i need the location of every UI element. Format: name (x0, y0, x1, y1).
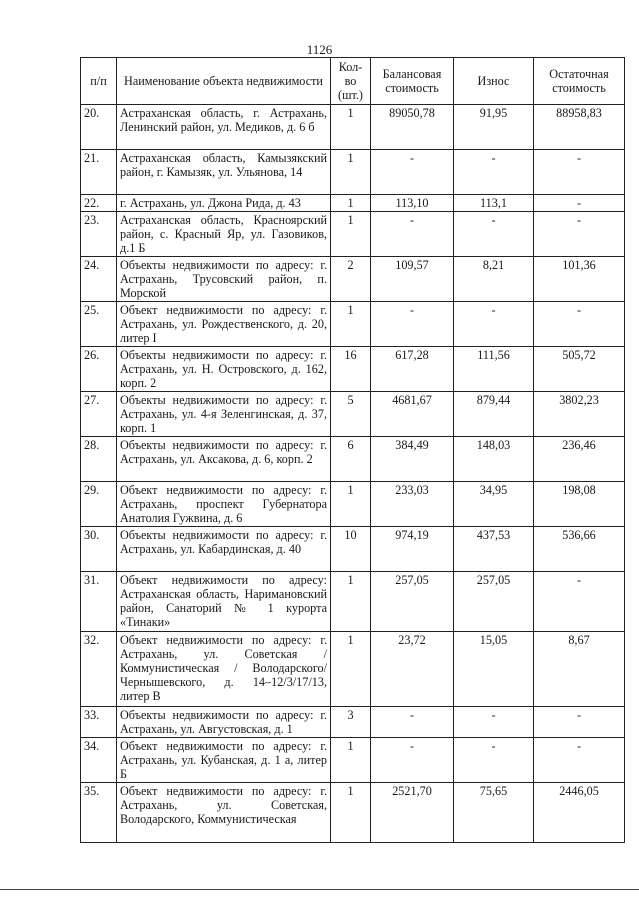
row-name-cell: Объекты недвижимости по адресу: г. Астрахань, Трусовский район, п. Морской (117, 257, 331, 302)
row-qty-cell: 1 (331, 572, 371, 632)
row-balance-cell: - (371, 707, 454, 738)
row-name-cell: Объект недвижимости по адресу: г. Астрахань, ул. Рождественского, д. 20, литер I (117, 302, 331, 347)
row-residual-cell: - (534, 150, 625, 195)
row-balance-cell: 384,49 (371, 437, 454, 482)
row-wear-cell: - (454, 212, 534, 257)
row-qty-cell: 2 (331, 257, 371, 302)
row-name-cell: Объект недвижимости по адресу: г. Астрахань, ул. Советская / Коммунистическая / Володарского/ Чернышевского, д. 14–12/3/17/13, литер В (117, 632, 331, 707)
row-qty-cell: 1 (331, 150, 371, 195)
bottom-rule (0, 889, 639, 890)
row-wear-cell: - (454, 150, 534, 195)
row-num-cell: 25. (81, 302, 117, 347)
row-qty-cell: 1 (331, 212, 371, 257)
row-num-cell: 33. (81, 707, 117, 738)
row-residual-cell: 3802,23 (534, 392, 625, 437)
header-num: п/п (81, 58, 117, 105)
row-wear-cell: 257,05 (454, 572, 534, 632)
row-num-cell: 29. (81, 482, 117, 527)
row-num-cell: 31. (81, 572, 117, 632)
row-num-cell: 21. (81, 150, 117, 195)
header-wear: Износ (454, 58, 534, 105)
row-name-cell: Объекты недвижимости по адресу: г. Астрахань, ул. Н. Островского, д. 162, корп. 2 (117, 347, 331, 392)
row-residual-cell: - (534, 212, 625, 257)
row-wear-cell: 113,1 (454, 195, 534, 212)
property-table (80, 57, 625, 843)
table-row (81, 392, 625, 437)
header-balance: Балансовая стоимость (371, 58, 454, 105)
row-num-cell: 20. (81, 105, 117, 150)
table-row (81, 212, 625, 257)
row-residual-cell: 505,72 (534, 347, 625, 392)
row-wear-cell: 8,21 (454, 257, 534, 302)
row-balance-cell: - (371, 302, 454, 347)
row-num-cell: 34. (81, 738, 117, 783)
row-residual-cell: - (534, 738, 625, 783)
row-qty-cell: 10 (331, 527, 371, 572)
table-row (81, 195, 625, 212)
header-residual: Остаточная стоимость (534, 58, 625, 105)
row-num-cell: 27. (81, 392, 117, 437)
table-row (81, 257, 625, 302)
row-name-cell: Объект недвижимости по адресу: г. Астрахань, ул. Советская, Володарского, Коммунистическая (117, 783, 331, 843)
page-number: 1126 (306, 42, 333, 57)
table-row (81, 105, 625, 150)
row-name-cell: Объекты недвижимости по адресу: г. Астрахань, ул. Кабардинская, д. 40 (117, 527, 331, 572)
row-balance-cell: 4681,67 (371, 392, 454, 437)
table-row (81, 482, 625, 527)
row-residual-cell: - (534, 572, 625, 632)
row-wear-cell: 91,95 (454, 105, 534, 150)
row-name-cell: Объект недвижимости по адресу: г. Астрахань, ул. Кубанская, д. 1 а, литер Б (117, 738, 331, 783)
table-row (81, 437, 625, 482)
row-wear-cell: 75,65 (454, 783, 534, 843)
row-balance-cell: 23,72 (371, 632, 454, 707)
row-name-cell: Объекты недвижимости по адресу: г. Астрахань, ул. Августовская, д. 1 (117, 707, 331, 738)
row-num-cell: 32. (81, 632, 117, 707)
row-balance-cell: 257,05 (371, 572, 454, 632)
row-wear-cell: - (454, 738, 534, 783)
row-residual-cell: 88958,83 (534, 105, 625, 150)
table-row (81, 347, 625, 392)
row-name-cell: Объекты недвижимости по адресу: г. Астрахань, ул. 4-я Зеленгинская, д. 37, корп. 1 (117, 392, 331, 437)
row-name-cell: Объекты недвижимости по адресу: г. Астрахань, ул. Аксакова, д. 6, корп. 2 (117, 437, 331, 482)
row-residual-cell: 236,46 (534, 437, 625, 482)
row-residual-cell: 101,36 (534, 257, 625, 302)
row-num-cell: 30. (81, 527, 117, 572)
table-row (81, 150, 625, 195)
row-num-cell: 23. (81, 212, 117, 257)
row-balance-cell: 974,19 (371, 527, 454, 572)
row-balance-cell: 233,03 (371, 482, 454, 527)
row-num-cell: 24. (81, 257, 117, 302)
table-row (81, 302, 625, 347)
row-balance-cell: 109,57 (371, 257, 454, 302)
row-residual-cell: 198,08 (534, 482, 625, 527)
row-wear-cell: 111,56 (454, 347, 534, 392)
row-num-cell: 22. (81, 195, 117, 212)
row-balance-cell: - (371, 212, 454, 257)
row-balance-cell: - (371, 150, 454, 195)
row-qty-cell: 1 (331, 195, 371, 212)
row-name-cell: г. Астрахань, ул. Джона Рида, д. 43 (117, 195, 331, 212)
row-wear-cell: 148,03 (454, 437, 534, 482)
table-row (81, 738, 625, 783)
row-balance-cell: 89050,78 (371, 105, 454, 150)
row-qty-cell: 6 (331, 437, 371, 482)
row-qty-cell: 5 (331, 392, 371, 437)
row-balance-cell: 2521,70 (371, 783, 454, 843)
row-qty-cell: 1 (331, 105, 371, 150)
row-wear-cell: 15,05 (454, 632, 534, 707)
row-name-cell: Объект недвижимости по адресу: Астраханская область, Наримановский район, Санаторий № 1 курорта «Тинаки» (117, 572, 331, 632)
table-row (81, 572, 625, 632)
table-row (81, 527, 625, 572)
row-residual-cell: 8,67 (534, 632, 625, 707)
row-name-cell: Объект недвижимости по адресу: г. Астрахань, проспект Губернатора Анатолия Гужвина, д. 6 (117, 482, 331, 527)
row-wear-cell: 34,95 (454, 482, 534, 527)
row-name-cell: Астраханская область, Красноярский район, с. Красный Яр, ул. Газовиков, д.1 Б (117, 212, 331, 257)
table-row (81, 707, 625, 738)
row-qty-cell: 1 (331, 482, 371, 527)
row-qty-cell: 1 (331, 783, 371, 843)
row-num-cell: 28. (81, 437, 117, 482)
row-balance-cell: - (371, 738, 454, 783)
row-num-cell: 26. (81, 347, 117, 392)
row-residual-cell: 2446,05 (534, 783, 625, 843)
row-wear-cell: - (454, 707, 534, 738)
table-row (81, 632, 625, 707)
row-qty-cell: 16 (331, 347, 371, 392)
row-qty-cell: 3 (331, 707, 371, 738)
row-residual-cell: - (534, 302, 625, 347)
row-residual-cell: 536,66 (534, 527, 625, 572)
row-balance-cell: 113,10 (371, 195, 454, 212)
header-qty: Кол-во (шт.) (331, 58, 371, 105)
header-name: Наименование объекта недвижимости (117, 58, 331, 105)
row-num-cell: 35. (81, 783, 117, 843)
row-qty-cell: 1 (331, 738, 371, 783)
table-header-row (81, 58, 625, 105)
table-row (81, 783, 625, 843)
row-qty-cell: 1 (331, 302, 371, 347)
row-residual-cell: - (534, 195, 625, 212)
row-wear-cell: - (454, 302, 534, 347)
row-wear-cell: 437,53 (454, 527, 534, 572)
row-qty-cell: 1 (331, 632, 371, 707)
row-name-cell: Астраханская область, г. Астрахань, Ленинский район, ул. Медиков, д. 6 б (117, 105, 331, 150)
row-residual-cell: - (534, 707, 625, 738)
row-wear-cell: 879,44 (454, 392, 534, 437)
row-name-cell: Астраханская область, Камызякский район, г. Камызяк, ул. Ульянова, 14 (117, 150, 331, 195)
row-balance-cell: 617,28 (371, 347, 454, 392)
